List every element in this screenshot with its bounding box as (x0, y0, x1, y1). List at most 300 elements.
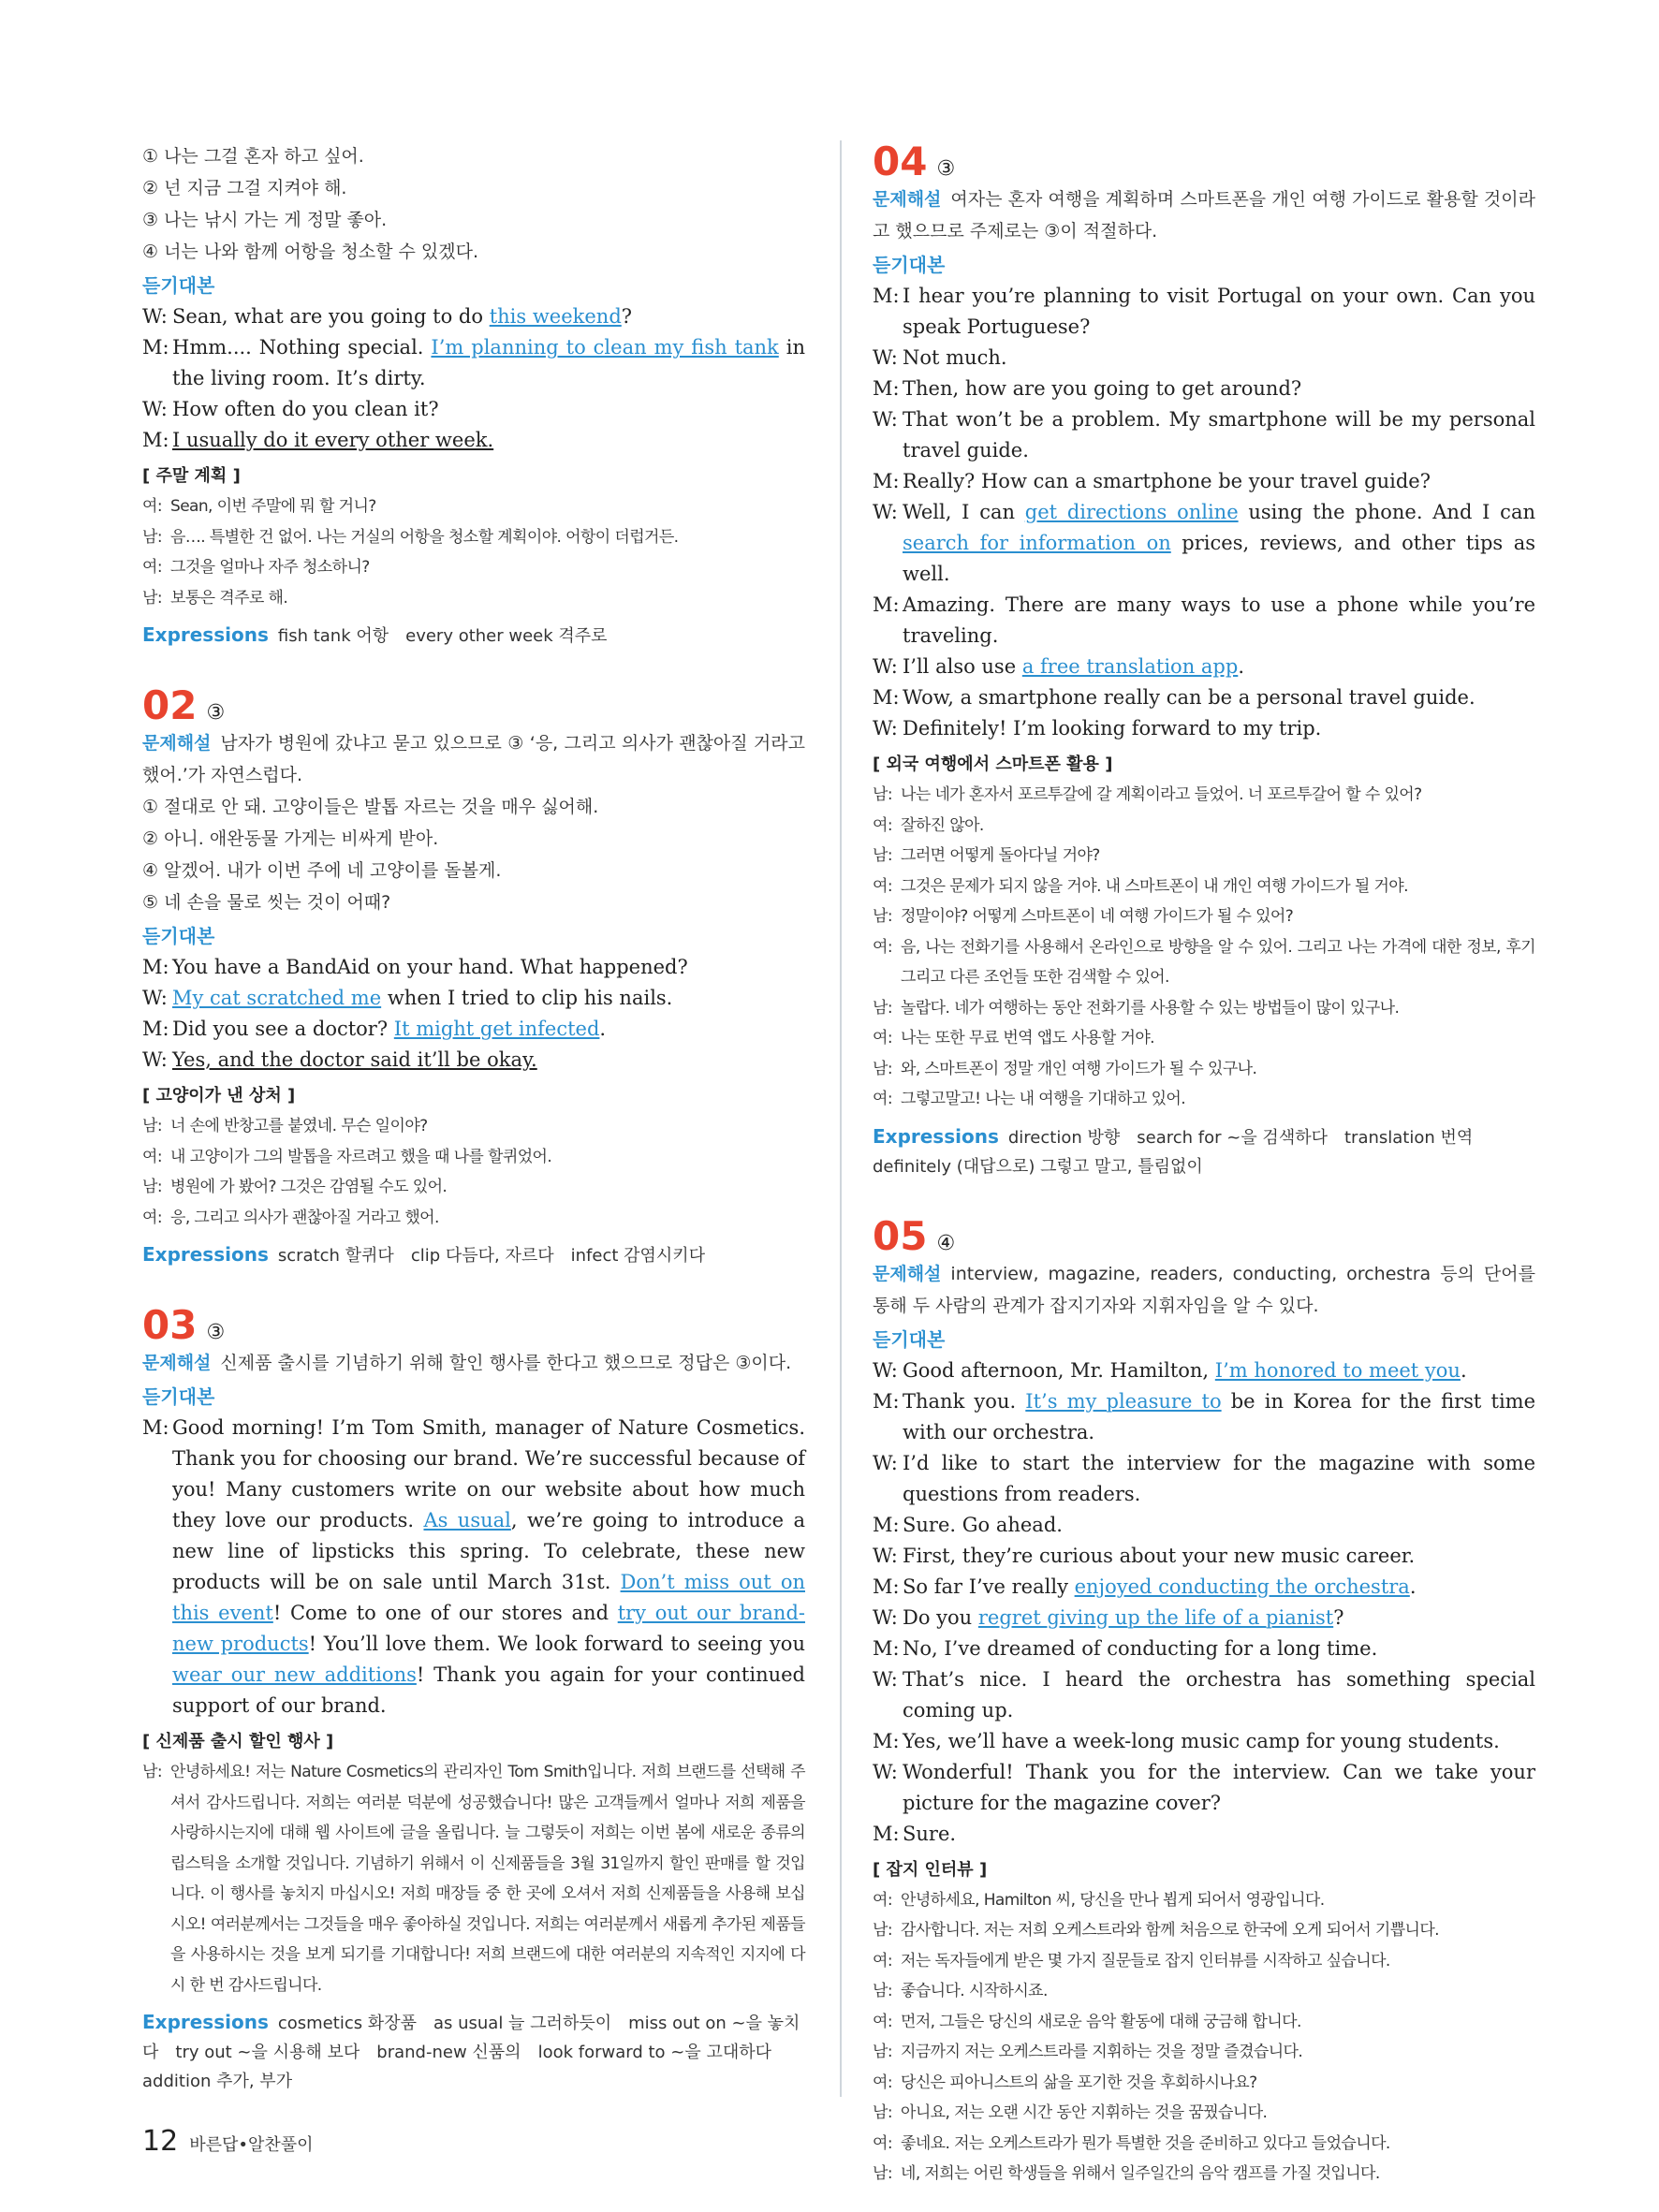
q04-answer: ③ (936, 157, 956, 181)
dialog-text (903, 713, 1535, 744)
dialog-line (873, 652, 1535, 682)
q03-number: 03 (142, 1302, 198, 1348)
q02-dialog (142, 952, 805, 1076)
dialog-fragment: . (1460, 1358, 1467, 1382)
speaker-label: W: (873, 346, 898, 369)
expression-item: definitely (대답으로) 그렇고 말고, 틀림없이 (873, 1156, 1203, 1177)
speaker-label: M: (873, 1729, 900, 1752)
dialog-fragment: Hmm.... Nothing special. (172, 336, 432, 359)
translation-text: 안녕하세요, Hamilton 씨, 당신을 만나 뵙게 되어서 영광입니다. (901, 1890, 1325, 1910)
dialog-fragment: ? (1333, 1605, 1344, 1629)
translation-line (873, 1946, 1535, 1977)
dialog-fragment: You have a BandAid on your hand. What happened? (172, 956, 688, 978)
speaker-label: M: (142, 1416, 169, 1439)
highlighted-phrase: try out our brand-new products (172, 1602, 805, 1655)
dialog-line (873, 713, 1535, 744)
dialog-line (142, 425, 805, 456)
dialog-text (172, 301, 805, 332)
translation-line (873, 2068, 1535, 2099)
speaker-label: M: (873, 1389, 900, 1413)
translation-text: 먼저, 그들은 당신의 새로운 음악 활동에 대해 궁금해 합니다. (901, 2012, 1301, 2031)
q03-dialog (142, 1413, 805, 1721)
speaker-label: W: (873, 1358, 898, 1382)
translation-line (873, 1915, 1535, 1946)
translation-text: 좋네요. 저는 오케스트라가 뭔가 특별한 것을 준비하고 있다고 들었습니다. (901, 2133, 1390, 2153)
speaker-label: 여: (873, 937, 892, 957)
translation-line (873, 872, 1535, 902)
translation-text: 그렇고말고! 나는 내 여행을 기대하고 있어. (901, 1090, 1186, 1108)
speaker-label: 여: (873, 815, 892, 835)
highlighted-phrase: search for information on (903, 532, 1171, 554)
dialog-fragment: Sure. (903, 1822, 957, 1845)
expression-item: brand-new 신품의 (376, 2043, 521, 2062)
speaker-label: M: (873, 686, 900, 709)
answer-sentence: Yes, and the doctor said it’ll be okay. (172, 1048, 537, 1071)
expression-item: addition 추가, 부가 (142, 2072, 293, 2091)
dialog-line (873, 1448, 1535, 1510)
speaker-label: 여: (873, 876, 892, 896)
dialog-line (873, 497, 1535, 590)
dialog-fragment: . (599, 1018, 607, 1040)
dialog-fragment: . (1238, 655, 1244, 678)
expression-item: infect 감염시키다 (570, 1246, 706, 1266)
dialog-text (172, 332, 805, 394)
dialog-text (172, 952, 805, 983)
speaker-label: M: (142, 429, 169, 451)
q04-translation (873, 780, 1535, 1115)
speaker-label: M: (873, 1822, 900, 1845)
dialog-line (873, 1510, 1535, 1541)
expression-item: search for ~을 검색하다 (1137, 1127, 1328, 1148)
expression-item: every other week 격주로 (405, 626, 608, 646)
dialog-text (903, 1510, 1535, 1541)
speaker-label: 남: (873, 785, 892, 804)
page-footer (142, 2125, 314, 2158)
translation-line (873, 2037, 1535, 2068)
dialog-fragment: Sure. Go ahead. (903, 1513, 1063, 1536)
dialog-fragment: ! Come to one of our stores and (272, 1602, 618, 1624)
solution-label: 문제해설 (142, 1353, 212, 1373)
q05-number: 05 (873, 1212, 928, 1259)
q01-topic-title: [ 주말 계획 ] (142, 466, 241, 486)
dialog-text (903, 466, 1535, 497)
dialog-text (903, 1448, 1535, 1510)
dialog-line (873, 466, 1535, 497)
dialog-fragment: Good morning! I’m Tom Smith, manager of Nature Cosmetics. Thank you for choosing our brand. We’re successful because of you! Many customers write on our website about how much they love our products. (172, 1416, 805, 1531)
speaker-label: M: (873, 285, 900, 307)
q01-translation (142, 491, 805, 613)
translation-line (142, 1172, 805, 1203)
dialog-text (903, 1633, 1535, 1664)
speaker-label: 남: (873, 1921, 892, 1940)
dialog-text (903, 1603, 1535, 1633)
highlighted-phrase: My cat scratched me (172, 987, 382, 1009)
dialog-line (873, 281, 1535, 343)
speaker-label: 여: (873, 1029, 892, 1047)
speaker-label: 남: (873, 2103, 892, 2122)
highlighted-phrase: wear our new additions (172, 1663, 417, 1686)
q02-expressions (142, 1240, 805, 1270)
dialog-fragment: Wow, a smartphone really can be a personal travel guide. (903, 686, 1475, 709)
dialog-line (142, 1045, 805, 1076)
speaker-label: M: (873, 593, 900, 616)
expression-item: fish tank 어항 (277, 626, 389, 646)
dialog-line (873, 1572, 1535, 1603)
dialog-line (873, 343, 1535, 374)
expressions-label: Expressions (142, 623, 269, 646)
page-number: 12 (142, 2125, 179, 2158)
speaker-label: 여: (873, 1890, 892, 1910)
dialog-fragment: Good afternoon, Mr. Hamilton, (903, 1358, 1215, 1382)
dialog-fragment: Not much. (903, 346, 1007, 369)
q04-script-heading: 듣기대본 (873, 254, 946, 276)
dialog-text (903, 1572, 1535, 1603)
dialog-fragment: How often do you clean it? (172, 398, 439, 420)
translation-text: 감사합니다. 저는 저희 오케스트라와 함께 처음으로 한국에 오게 되어서 기쁩니다. (901, 1921, 1439, 1940)
q03-answer: ③ (206, 1321, 226, 1344)
highlighted-phrase: It might get infected (393, 1018, 600, 1040)
dialog-fragment: Wonderful! Thank you for the interview. Can we take your picture for the magazine cover? (903, 1760, 1535, 1814)
highlighted-phrase: enjoyed conducting the orchestra (1074, 1575, 1410, 1598)
translation-line (142, 1142, 805, 1173)
dialog-fragment: Well, I can (903, 501, 1025, 523)
speaker-label: 남: (873, 2164, 892, 2183)
translation-line (873, 2129, 1535, 2160)
dialog-fragment: No, I’ve dreamed of conducting for a long time. (903, 1636, 1378, 1660)
q04-solution: 문제해설 여자는 혼자 여행을 계획하며 스마트폰을 개인 여행 가이드로 활용할 것이라고 했으므로 주제로는 ③이 적절하다. (873, 189, 1535, 242)
answer-option: ③ 나는 낚시 가는 게 정말 좋아. (142, 210, 388, 230)
dialog-fragment: Yes, we’ll have a week-long music camp for young students. (903, 1729, 1500, 1752)
q05-dialog (873, 1355, 1535, 1850)
speaker-label: W: (873, 717, 898, 740)
dialog-text (903, 281, 1535, 343)
translation-text: 그것을 얼마나 자주 청소하니? (170, 558, 370, 577)
answer-option: ① 나는 그걸 혼자 하고 싶어. (142, 146, 364, 167)
dialog-line (142, 1014, 805, 1045)
translation-text: Sean, 이번 주말에 뭐 할 거니? (170, 497, 376, 516)
q01-dialog (142, 301, 805, 456)
expression-item: translation 번역 (1343, 1127, 1474, 1148)
speaker-label: W: (873, 1667, 898, 1691)
speaker-label: 여: (142, 558, 162, 577)
highlighted-phrase: I’m honored to meet you (1214, 1358, 1461, 1382)
q02-header (142, 684, 805, 727)
translation-text: 나는 또한 무료 번역 앱도 사용할 거야. (901, 1029, 1154, 1047)
expression-item: try out ~을 시용해 보다 (175, 2043, 360, 2062)
q03-script-heading: 듣기대본 (142, 1385, 215, 1408)
speaker-label: 여: (142, 1208, 162, 1227)
dialog-fragment: be in Korea for the first time with our orchestra. (903, 1389, 1536, 1443)
dialog-line (142, 983, 805, 1014)
answer-sentence: I usually do it every other week. (172, 429, 494, 451)
dialog-line (873, 1633, 1535, 1664)
speaker-label: W: (142, 398, 168, 420)
q02-options (142, 791, 805, 918)
speaker-label: 여: (873, 2012, 892, 2031)
dialog-line (873, 404, 1535, 466)
dialog-fragment: So far I’ve really (903, 1575, 1075, 1598)
translation-line (873, 901, 1535, 932)
translation-line (142, 1203, 805, 1234)
dialog-text (903, 1541, 1535, 1572)
highlighted-phrase: I’m planning to clean my fish tank (431, 336, 779, 359)
q02-translation (142, 1111, 805, 1233)
dialog-line (142, 332, 805, 394)
speaker-label: M: (873, 1575, 900, 1598)
translation-line (873, 993, 1535, 1024)
q03-header (142, 1304, 805, 1347)
speaker-label: 여: (873, 2073, 892, 2092)
translation-line (873, 932, 1535, 993)
right-column (873, 140, 1535, 2190)
answer-option: ② 넌 지금 그걸 지켜야 해. (142, 178, 347, 198)
dialog-text (903, 1355, 1535, 1386)
dialog-text (172, 425, 805, 456)
dialog-line (873, 1819, 1535, 1850)
q04-expressions (873, 1122, 1535, 1181)
speaker-label: M: (142, 956, 169, 978)
q03-solution: 문제해설 신제품 출시를 기념하기 위해 할인 행사를 한다고 했으므로 정답은 ③이다. (142, 1353, 792, 1373)
speaker-label: 남: (873, 998, 892, 1018)
dialog-text (903, 1757, 1535, 1819)
dialog-fragment: That’s nice. I heard the orchestra has something special coming up. (903, 1667, 1535, 1721)
speaker-label: W: (873, 1451, 898, 1474)
expression-item: scratch 할퀴다 (277, 1246, 394, 1266)
speaker-label: 여: (873, 2133, 892, 2153)
q01-script-heading: 듣기대본 (142, 274, 215, 297)
speaker-label: 여: (142, 1147, 162, 1166)
dialog-fragment: Thank you. (903, 1389, 1026, 1413)
dialog-fragment: That won’t be a problem. My smartphone will be my personal travel guide. (903, 408, 1535, 461)
speaker-label: 여: (873, 1090, 892, 1108)
expressions-label: Expressions (142, 2011, 269, 2033)
solution-label: 문제해설 (873, 1263, 942, 1284)
dialog-text (903, 497, 1535, 590)
dialog-text (903, 343, 1535, 374)
q04-dialog (873, 281, 1535, 744)
q04-topic-title: [ 외국 여행에서 스마트폰 활용 ] (873, 754, 1113, 774)
translation-line (873, 1976, 1535, 2007)
dialog-line (142, 394, 805, 425)
speaker-label: M: (873, 377, 900, 400)
speaker-label: W: (873, 1605, 898, 1629)
dialog-fragment: Sean, what are you going to do (172, 305, 490, 328)
dialog-line (873, 1541, 1535, 1572)
speaker-label: W: (873, 1760, 898, 1783)
highlighted-phrase: a free translation app (1021, 655, 1239, 678)
speaker-label: M: (873, 470, 900, 492)
q01-options (142, 140, 805, 268)
translation-text: 정말이야? 어떻게 스마트폰이 네 여행 가이드가 될 수 있어? (901, 907, 1294, 926)
dialog-line (142, 1413, 805, 1721)
q05-answer: ④ (936, 1231, 956, 1255)
speaker-label: 남: (873, 907, 892, 926)
dialog-fragment: ! You’ll love them. We look forward to seeing you (308, 1633, 805, 1655)
translation-text: 지금까지 저는 오케스트라를 지휘하는 것을 정말 즐겼습니다. (901, 2043, 1303, 2061)
dialog-text (903, 682, 1535, 713)
translation-line (873, 2098, 1535, 2129)
dialog-line (873, 682, 1535, 713)
highlighted-phrase: It’s my pleasure to (1025, 1389, 1222, 1413)
translation-line (142, 522, 805, 553)
speaker-label: M: (142, 336, 169, 359)
dialog-line (873, 1726, 1535, 1757)
translation-text: 나는 네가 혼자서 포르투갈에 갈 계획이라고 들었어. 너 포르투갈어 할 수 있어? (901, 785, 1422, 804)
dialog-text (172, 1413, 805, 1721)
column-divider (840, 140, 842, 2097)
q05-header (873, 1212, 1535, 1259)
dialog-line (873, 1757, 1535, 1819)
dialog-fragment: when I tried to clip his nails. (381, 987, 673, 1009)
dialog-fragment: ! Thank you again for your continued support of our brand. (172, 1663, 806, 1717)
speaker-label: W: (142, 987, 168, 1009)
translation-text: 응, 그리고 의사가 괜찮아질 거라고 했어. (170, 1208, 439, 1227)
translation-line (142, 1111, 805, 1142)
dialog-fragment: I’d like to start the interview for the magazine with some questions from readers. (903, 1451, 1535, 1505)
q04-header (873, 140, 1535, 183)
dialog-fragment: First, they’re curious about your new music career. (903, 1544, 1416, 1567)
dialog-line (873, 590, 1535, 652)
expression-item: as usual 늘 그러하듯이 (433, 2014, 612, 2033)
translation-text: 그것은 문제가 되지 않을 거야. 내 스마트폰이 내 개인 여행 가이드가 될 거야. (901, 876, 1408, 896)
speaker-label: 여: (142, 497, 162, 516)
translation-text: 너 손에 반창고를 붙였네. 무슨 일이야? (170, 1117, 428, 1135)
q05-solution: 문제해설 interview, magazine, readers, conducting, orchestra 등의 단어를 통해 두 사람의 관계가 잡지기자와 지휘자임을 알 수 있다. (873, 1263, 1535, 1316)
speaker-label: W: (873, 655, 898, 678)
translation-text: 당신은 피아니스트의 삶을 포기한 것을 후회하시나요? (901, 2073, 1257, 2092)
answer-option: ④ 너는 나와 함께 어항을 청소할 수 있겠다. (142, 242, 479, 262)
dialog-fragment: Did you see a doctor? (172, 1018, 394, 1040)
translation-text: 음…. 특별한 건 없어. 나는 거실의 어항을 청소할 계획이야. 어항이 더럽거든. (170, 527, 679, 547)
dialog-fragment: I’ll also use (903, 655, 1022, 678)
dialog-fragment: using the phone. And I can (1238, 501, 1535, 523)
speaker-label: W: (142, 1048, 168, 1071)
translation-text: 잘하진 않아. (901, 815, 984, 835)
dialog-fragment: prices, reviews, and other tips as well. (903, 532, 1535, 585)
highlighted-phrase: Don’t miss out on this event (172, 1571, 805, 1624)
speaker-label: 남: (142, 588, 162, 608)
speaker-label: M: (142, 1018, 169, 1040)
dialog-fragment: ? (621, 305, 633, 328)
q03-translation: 남: 안녕하세요! 저는 Nature Cosmetics의 관리자인 Tom Smith입니다. 저희 브랜드를 선택해 주셔서 감사드립니다. 저희는 여러분 덕분에 성공했습니다! 많은 고객들께서 얼마나 저희 제품을 사랑하시는지에 대해 웹 사이트에 글을 올립니다. 늘 그렇듯이 저희는 이번 봄에 새로운 종류의 립스틱을 소개할 것입니다. 기념하기 위해서 이 신제품들을 3월 31일까지 할인 판매를 할 것입니다. 이 행사를 놓치지 마십시오! 저희 매장들 중 한 곳에 오셔서 저희 신제품들을 사용해 보십시오! 여러분께서는 그것들을 매우 좋아하실 것입니다. 저희는 여러분께서 새롭게 추가된 제품들을 사용하시는 것을 보게 되기를 기대합니다! 저희 브랜드에 대한 여러분의 지속적인 지지에 다시 한 번 감사드립니다. (142, 1763, 805, 1995)
expressions-label: Expressions (142, 1243, 269, 1266)
expression-item: clip 다듬다, 자르다 (410, 1246, 554, 1266)
translation-line (873, 780, 1535, 811)
expression-item: cosmetics 화장품 (277, 2014, 417, 2033)
translation-text: 음, 나는 전화기를 사용해서 온라인으로 방향을 알 수 있어. 그리고 나는 가격에 대한 정보, 후기 그리고 다른 조언들 또한 검색할 수 있어. (901, 937, 1535, 987)
dialog-line (873, 1355, 1535, 1386)
dialog-line (873, 1664, 1535, 1726)
translation-line (142, 552, 805, 583)
dialog-fragment: Do you (903, 1605, 978, 1629)
answer-option: ④ 알겠어. 내가 이번 주에 네 고양이를 돌볼게. (142, 860, 502, 881)
dialog-text (903, 374, 1535, 404)
speaker-label: 남: (873, 1982, 892, 2000)
speaker-label: 남: (142, 1117, 162, 1135)
translation-text: 보통은 격주로 해. (170, 588, 288, 608)
highlighted-phrase: As usual (423, 1509, 511, 1531)
dialog-text (903, 404, 1535, 466)
speaker-label: 남: (142, 1178, 162, 1196)
q05-translation (873, 1885, 1535, 2190)
dialog-text (903, 1726, 1535, 1757)
translation-line (142, 583, 805, 614)
speaker-label: W: (873, 1544, 898, 1567)
speaker-label: M: (873, 1513, 900, 1536)
highlighted-phrase: regret giving up the life of a pianist (977, 1605, 1334, 1629)
dialog-fragment: Then, how are you going to get around? (903, 377, 1302, 400)
translation-text: 저는 독자들에게 받은 몇 가지 질문들로 잡지 인터뷰를 시작하고 싶습니다. (901, 1951, 1390, 1970)
dialog-fragment: Definitely! I’m looking forward to my trip. (903, 717, 1322, 740)
translation-text: 아니요, 저는 오랜 시간 동안 지휘하는 것을 꿈꿨습니다. (901, 2103, 1268, 2122)
dialog-fragment: I hear you’re planning to visit Portugal on your own. Can you speak Portuguese? (903, 285, 1535, 338)
translation-text: 네, 저희는 어린 학생들을 위해서 일주일간의 음악 캠프를 가질 것입니다. (901, 2164, 1380, 2183)
translation-line (873, 1023, 1535, 1054)
translation-text: 병원에 가 봤어? 그것은 감염될 수도 있어. (170, 1178, 448, 1196)
answer-option: ⑤ 네 손을 물로 씻는 것이 어때? (142, 892, 391, 913)
speaker-label: W: (873, 408, 898, 431)
translation-line (873, 1885, 1535, 1916)
speaker-label: 여: (873, 1951, 892, 1970)
translation-line (873, 1084, 1535, 1115)
solution-label: 문제해설 (142, 733, 212, 754)
q02-script-heading: 듣기대본 (142, 925, 215, 947)
q03-expressions (142, 2008, 805, 2096)
speaker-label: 남: (873, 2043, 892, 2061)
solution-label: 문제해설 (873, 189, 942, 210)
speaker-label: 남: (873, 846, 892, 865)
dialog-line (142, 301, 805, 332)
dialog-text (172, 983, 805, 1014)
translation-text: 놀랍다. 네가 여행하는 동안 전화기를 사용할 수 있는 방법들이 많이 있구나. (901, 998, 1400, 1018)
dialog-text (172, 394, 805, 425)
book-title: 바른답•알찬풀이 (189, 2135, 314, 2155)
dialog-fragment: Really? How can a smartphone be your travel guide? (903, 470, 1431, 492)
q04-number: 04 (873, 139, 928, 184)
q02-number: 02 (142, 682, 198, 728)
translation-line (873, 1054, 1535, 1085)
speaker-label: M: (873, 1636, 900, 1660)
translation-line (873, 841, 1535, 872)
answer-option: ① 절대로 안 돼. 고양이들은 발톱 자르는 것을 매우 싫어해. (142, 797, 599, 817)
translation-text: 와, 스마트폰이 정말 개인 여행 가이드가 될 수 있구나. (901, 1059, 1257, 1078)
dialog-fragment: Amazing. There are many ways to use a phone while you’re traveling. (903, 593, 1535, 647)
translation-text: 좋습니다. 시작하시죠. (901, 1982, 1048, 2000)
translation-text: 내 고양이가 그의 발톱을 자르려고 했을 때 나를 할퀴었어. (170, 1147, 552, 1166)
dialog-fragment: in the living room. It’s dirty. (172, 336, 805, 389)
q05-topic-title: [ 잡지 인터뷰 ] (873, 1859, 988, 1880)
expression-item: look forward to ~을 고대하다 (537, 2043, 772, 2062)
highlighted-phrase: this weekend (489, 305, 622, 328)
dialog-text (172, 1045, 805, 1076)
dialog-text (903, 652, 1535, 682)
translation-text: 그러면 어떻게 돌아다닐 거야? (901, 846, 1100, 865)
expressions-label: Expressions (873, 1124, 999, 1148)
q02-solution: 문제해설 남자가 병원에 갔냐고 묻고 있으므로 ③ ‘응, 그리고 의사가 괜찮아질 거라고 했어.’가 자연스럽다. (142, 733, 805, 785)
dialog-text (172, 1014, 805, 1045)
translation-line (142, 491, 805, 522)
speaker-label: W: (142, 305, 168, 328)
q05-script-heading: 듣기대본 (873, 1327, 946, 1351)
speaker-label: W: (873, 501, 898, 523)
dialog-fragment: . (1409, 1575, 1417, 1598)
translation-line (873, 2007, 1535, 2038)
speaker-label: 남: (873, 1059, 892, 1078)
translation-line (873, 2159, 1535, 2190)
expression-item: direction 방향 (1007, 1127, 1121, 1148)
q02-answer: ③ (206, 701, 226, 725)
expression-item: miss out on ~을 놓치다 (142, 2014, 800, 2062)
